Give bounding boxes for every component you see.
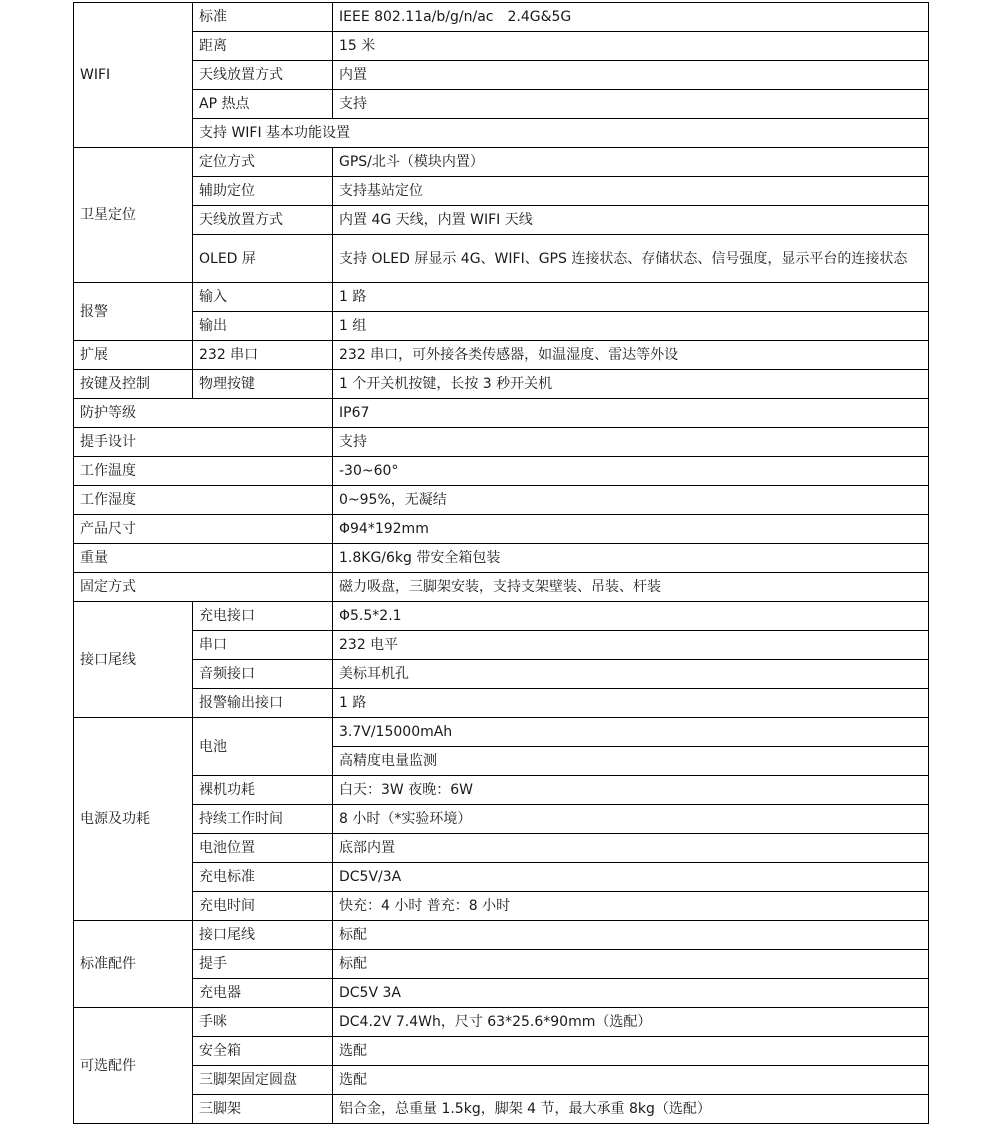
value-cell: GPS/北斗（模块内置） (333, 148, 929, 177)
item-cell: 串口 (193, 631, 333, 660)
item-cell: 电池位置 (193, 834, 333, 863)
item-cell: 充电时间 (193, 892, 333, 921)
item-cell: 输出 (193, 312, 333, 341)
item-cell: AP 热点 (193, 90, 333, 119)
value-cell: 选配 (333, 1066, 929, 1095)
value-cell: 1 个开关机按键，长按 3 秒开关机 (333, 370, 929, 399)
item-cell: 标准 (193, 3, 333, 32)
category-cell: 提手设计 (74, 428, 333, 457)
table-row (74, 457, 929, 486)
table-row (74, 235, 929, 283)
item-cell: 充电接口 (193, 602, 333, 631)
table-row (74, 1066, 929, 1095)
value-cell: 底部内置 (333, 834, 929, 863)
table-row (74, 1008, 929, 1037)
item-cell: 辅助定位 (193, 177, 333, 206)
item-cell: 232 串口 (193, 341, 333, 370)
value-cell: 1 路 (333, 283, 929, 312)
value-cell: 高精度电量监测 (333, 747, 929, 776)
item-cell: 电池 (193, 718, 333, 776)
item-cell: 三脚架 (193, 1095, 333, 1124)
value-cell: 支持基站定位 (333, 177, 929, 206)
category-cell: 接口尾线 (74, 602, 193, 718)
value-cell: 15 米 (333, 32, 929, 61)
table-row (74, 148, 929, 177)
table-row (74, 61, 929, 90)
item-cell: 音频接口 (193, 660, 333, 689)
value-cell: DC5V/3A (333, 863, 929, 892)
table-row (74, 90, 929, 119)
value-cell: 232 串口，可外接各类传感器，如温湿度、雷达等外设 (333, 341, 929, 370)
item-cell: 距离 (193, 32, 333, 61)
table-row (74, 119, 929, 148)
category-cell: WIFI (74, 3, 193, 148)
item-cell: 输入 (193, 283, 333, 312)
table-row (74, 177, 929, 206)
category-cell: 重量 (74, 544, 333, 573)
item-cell: 提手 (193, 950, 333, 979)
table-row (74, 283, 929, 312)
item-cell: 裸机功耗 (193, 776, 333, 805)
table-row (74, 834, 929, 863)
value-cell: 选配 (333, 1037, 929, 1066)
table-row (74, 3, 929, 32)
value-cell: 内置 4G 天线，内置 WIFI 天线 (333, 206, 929, 235)
table-row (74, 573, 929, 602)
item-cell: 定位方式 (193, 148, 333, 177)
value-cell: 内置 (333, 61, 929, 90)
value-cell: -30~60° (333, 457, 929, 486)
value-cell: 磁力吸盘，三脚架安装，支持支架壁装、吊装、杆装 (333, 573, 929, 602)
category-cell: 电源及功耗 (74, 718, 193, 921)
value-cell: 支持 (333, 90, 929, 119)
value-cell: 1 路 (333, 689, 929, 718)
table-row (74, 515, 929, 544)
item-cell: 充电标准 (193, 863, 333, 892)
value-cell: 美标耳机孔 (333, 660, 929, 689)
value-cell: Φ94*192mm (333, 515, 929, 544)
value-cell: 1.8KG/6kg 带安全箱包装 (333, 544, 929, 573)
item-cell: 接口尾线 (193, 921, 333, 950)
table-row (74, 341, 929, 370)
value-cell: IP67 (333, 399, 929, 428)
table-row (74, 631, 929, 660)
table-row (74, 921, 929, 950)
value-cell: 232 电平 (333, 631, 929, 660)
table-row (74, 486, 929, 515)
value-cell: 铝合金，总重量 1.5kg，脚架 4 节，最大承重 8kg（选配） (333, 1095, 929, 1124)
item-cell: 手咪 (193, 1008, 333, 1037)
item-cell: 物理按键 (193, 370, 333, 399)
table-row (74, 206, 929, 235)
table-row (74, 950, 929, 979)
item-cell: 天线放置方式 (193, 206, 333, 235)
value-cell: DC4.2V 7.4Wh，尺寸 63*25.6*90mm（选配） (333, 1008, 929, 1037)
value-cell: 快充：4 小时 普充：8 小时 (333, 892, 929, 921)
value-cell: DC5V 3A (333, 979, 929, 1008)
value-cell: 1 组 (333, 312, 929, 341)
value-cell: 支持 OLED 屏显示 4G、WIFI、GPS 连接状态、存储状态、信号强度，显示平台的连接状态 (333, 235, 929, 283)
value-cell: 白天：3W 夜晚：6W (333, 776, 929, 805)
item-cell: 三脚架固定圆盘 (193, 1066, 333, 1095)
category-cell: 工作温度 (74, 457, 333, 486)
table-row (74, 979, 929, 1008)
table-row (74, 602, 929, 631)
table-row (74, 660, 929, 689)
category-cell: 报警 (74, 283, 193, 341)
table-row (74, 1037, 929, 1066)
full-width-cell: 支持 WIFI 基本功能设置 (193, 119, 929, 148)
category-cell: 标准配件 (74, 921, 193, 1008)
table-row (74, 805, 929, 834)
item-cell: OLED 屏 (193, 235, 333, 283)
value-cell: Φ5.5*2.1 (333, 602, 929, 631)
table-row (74, 718, 929, 747)
table-row (74, 32, 929, 61)
table-row (74, 892, 929, 921)
table-row (74, 370, 929, 399)
category-cell: 产品尺寸 (74, 515, 333, 544)
table-row (74, 863, 929, 892)
category-cell: 可选配件 (74, 1008, 193, 1124)
table-row (74, 399, 929, 428)
table-row (74, 1095, 929, 1124)
category-cell: 扩展 (74, 341, 193, 370)
category-cell: 按键及控制 (74, 370, 193, 399)
table-row (74, 776, 929, 805)
table-row (74, 689, 929, 718)
value-cell: IEEE 802.11a/b/g/n/ac 2.4G&5G (333, 3, 929, 32)
item-cell: 充电器 (193, 979, 333, 1008)
category-cell: 卫星定位 (74, 148, 193, 283)
category-cell: 工作湿度 (74, 486, 333, 515)
table-row (74, 428, 929, 457)
table-row (74, 312, 929, 341)
item-cell: 天线放置方式 (193, 61, 333, 90)
category-cell: 防护等级 (74, 399, 333, 428)
item-cell: 持续工作时间 (193, 805, 333, 834)
table-row (74, 544, 929, 573)
category-cell: 固定方式 (74, 573, 333, 602)
value-cell: 3.7V/15000mAh (333, 718, 929, 747)
item-cell: 安全箱 (193, 1037, 333, 1066)
value-cell: 标配 (333, 921, 929, 950)
spec-table (73, 2, 929, 1124)
item-cell: 报警输出接口 (193, 689, 333, 718)
value-cell: 支持 (333, 428, 929, 457)
value-cell: 标配 (333, 950, 929, 979)
value-cell: 8 小时（*实验环境） (333, 805, 929, 834)
value-cell: 0~95%，无凝结 (333, 486, 929, 515)
